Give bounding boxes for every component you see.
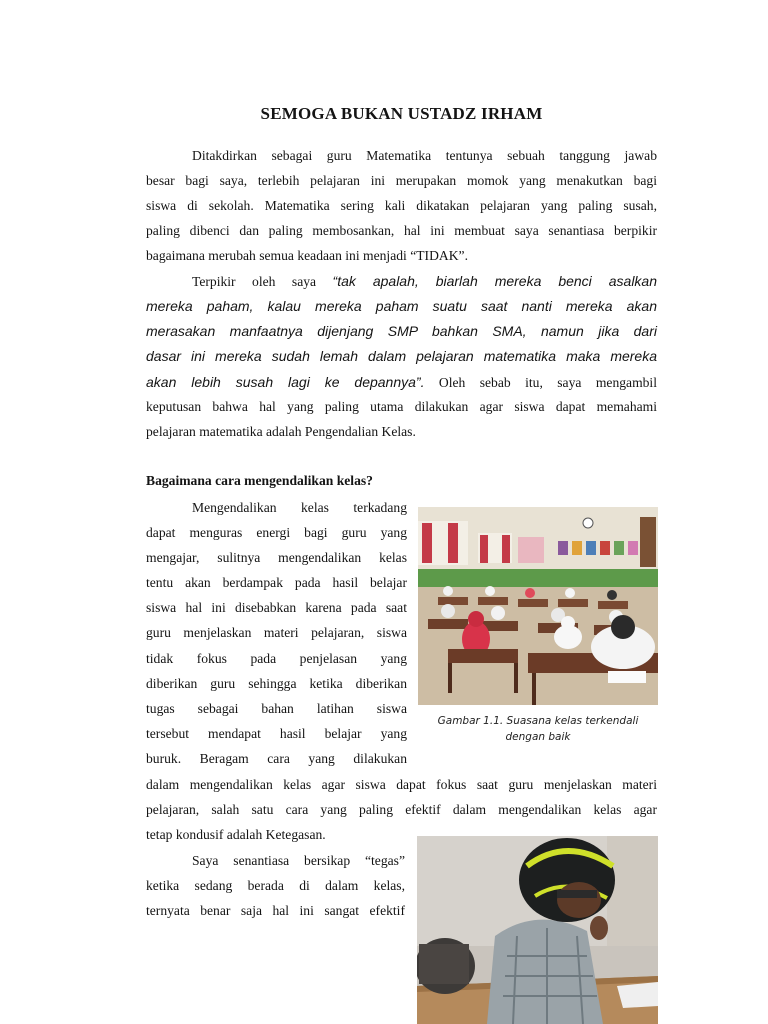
figure-caption bbox=[418, 713, 658, 745]
page-title: SEMOGA BUKAN USTADZ IRHAM bbox=[260, 104, 543, 123]
section-line: diberikan guru sehingga ketika diberikan bbox=[146, 676, 407, 691]
section-heading: Bagaimana cara mengendalikan kelas? bbox=[146, 473, 373, 488]
quote-italic-text: “tak apalah, biarlah mereka benci asalkan bbox=[332, 273, 657, 289]
section-line: siswa hal ini disebabkan karena pada saat bbox=[146, 600, 407, 615]
quote-italic-text: akan lebih susah lagi ke depannya”. bbox=[146, 374, 425, 390]
intro-line: siswa di sekolah. Matematika sering kali dikatakan pelajaran yang paling susah, bbox=[146, 198, 657, 213]
section-line: pelajaran, salah satu cara yang paling efektif dalam mengendalikan kelas agar bbox=[146, 802, 657, 817]
quote-line bbox=[146, 372, 657, 393]
section-line: guru menjelaskan materi pelajaran, siswa bbox=[146, 625, 407, 640]
caption-line: dengan baik bbox=[505, 731, 571, 743]
intro-line: bagaimana merubah semua keadaan ini menjadi “TIDAK”. bbox=[146, 248, 468, 263]
section-line: tentu akan berdampak pada hasil belajar bbox=[146, 575, 407, 590]
quote-tail-text: Oleh sebab itu, saya mengambil bbox=[438, 375, 657, 390]
section-line: tetap kondusif adalah Ketegasan. bbox=[146, 827, 326, 842]
helmet-student-photo bbox=[417, 836, 658, 1024]
intro-line: paling dibenci dan paling membosankan, hal ini membuat saya senantiasa berpikir bbox=[146, 223, 657, 238]
quote-line: merasakan manfaatnya dijenjang SMP bahkan SMA, namun jika dari bbox=[146, 323, 657, 339]
section-line: tersebut mendapat hasil belajar yang bbox=[146, 726, 407, 741]
section-line: dalam mengendalikan kelas agar siswa dapat fokus saat guru menjelaskan materi bbox=[146, 777, 657, 792]
quote-line: mereka paham, kalau mereka paham suatu saat nanti mereka akan bbox=[146, 298, 657, 314]
intro-line: besar bagi saya, terlebih pelajaran ini merupakan momok yang menakutkan bagi bbox=[146, 173, 657, 188]
classroom-photo bbox=[418, 507, 658, 705]
quote-line: dasar ini mereka sudah lemah dalam pelajaran matematika maka mereka bbox=[146, 348, 657, 364]
intro-line: Ditakdirkan sebagai guru Matematika tentunya sebuah tanggung jawab bbox=[192, 148, 657, 163]
caption-line: Gambar 1.1. Suasana kelas terkendali bbox=[437, 715, 639, 727]
quote-line: keputusan bahwa hal yang paling utama dilakukan agar siswa dapat memahami bbox=[146, 399, 657, 414]
closing-line: Saya senantiasa bersikap “tegas” bbox=[192, 853, 405, 868]
section-line: tidak fokus pada penjelasan yang bbox=[146, 651, 407, 666]
section-line: Mengendalikan kelas terkadang bbox=[192, 500, 407, 515]
quote-line: pelajaran matematika adalah Pengendalian Kelas. bbox=[146, 424, 416, 439]
section-line: dapat menguras energi bagi guru yang bbox=[146, 525, 407, 540]
quote-lead-text: Terpikir oleh saya bbox=[192, 274, 317, 289]
section-line: tugas sebagai bahan latihan siswa bbox=[146, 701, 407, 716]
section-line: mengajar, sulitnya mengendalikan kelas bbox=[146, 550, 407, 565]
closing-line: ketika sedang berada di dalam kelas, bbox=[146, 878, 405, 893]
quote-line bbox=[192, 271, 657, 292]
closing-line: ternyata benar saja hal ini sangat efektif bbox=[146, 903, 405, 918]
section-line: buruk. Beragam cara yang dilakukan bbox=[146, 751, 407, 766]
